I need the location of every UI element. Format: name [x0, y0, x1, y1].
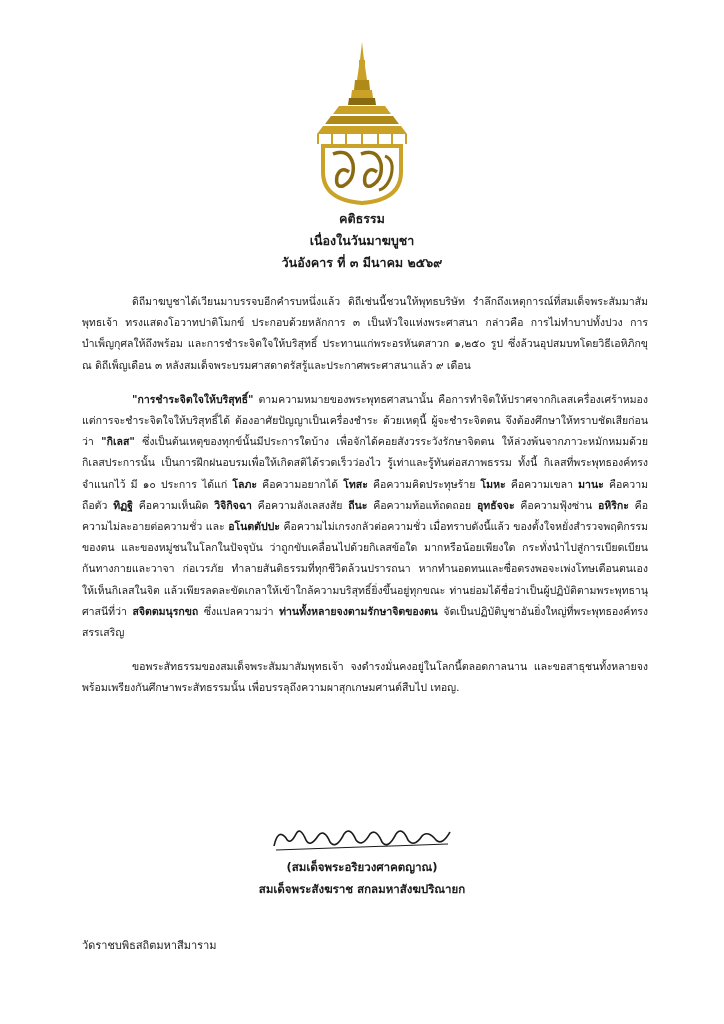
signature-block: [0, 820, 724, 900]
signature-icon: [262, 820, 462, 856]
royal-emblem-icon: [309, 40, 415, 205]
heading-date: วันอังคาร ที่ ๓ มีนาคม ๒๕๖๙: [281, 255, 443, 270]
signatory-name: (สมเด็จพระอริยวงศาคตญาณ): [286, 860, 438, 874]
paragraph-3: ขอพระสัทธรรมของสมเด็จพระสัมมาสัมพุทธเจ้า จงดำรงมั่นคงอยู่ในโลกนี้ตลอดกาลนาน และขอสาธุชนทั้งหลายจงพร้อมเพรียงกันศึกษาพระสัทธรรมนั้น เพื่อบรรลุถึงความผาสุกเกษมศานต์สืบไป เทอญ.: [82, 661, 648, 695]
signatory-title: สมเด็จพระสังฆราช สกลมหาสังฆปริณายก: [258, 882, 466, 896]
paragraph-2: "การชำระจิตใจให้บริสุทธิ์" ตามความหมายของพระพุทธศาสนานั้น คือการทำจิตให้ปราศจากกิเลสเครื่องเศร้าหมอง แต่การจะชำระจิตใจให้บริสุทธิ์ได้ ต้องอาศัยปัญญาเป็นเครื่องชำระ ด้วยเหตุนี้ ผู้จะชำระจิตตน จึงต้องศึกษาให้ทราบชัดเสียก่อนว่า "กิเลส" ซึ่งเป็นต้นเหตุของทุกข์นั้นมีประการใดบ้าง เพื่อจักได้คอยสังวรระวังรักษาจิตตน ให้ล่วงพ้นจากภาวะหมักหมมด้วยกิเลสประการนั้น เป็นการฝึกฝนอบรมเพื่อให้เกิดสติได้รวดเร็วว่องไว รู้เท่าและรู้ทันต่อสภาพธรรม ทั้งนี้ กิเลสที่พระพุทธองค์ทรงจำแนกไว้ มี ๑๐ ประการ ได้แก่ โลภะ คือความอยากได้ โทสะ คือความคิดประทุษร้าย โมหะ คือความเขลา มานะ คือความถือตัว ทิฏฐิ คือความเห็นผิด วิจิกิจฉา คือความลังเลสงสัย ถีนะ คือความท้อแท้ถดถอย อุทธัจจะ คือความฟุ้งซ่าน อหิริกะ คือความไม่ละอายต่อความชั่ว และ อโนตตัปปะ คือความไม่เกรงกลัวต่อความชั่ว เมื่อทราบดังนี้แล้ว ของตั้งใจหยั่งสำรวจพฤติกรรมของตน และของหมู่ชนในโลกในปัจจุบัน ว่าถูกขับเคลื่อนไปด้วยกิเลสข้อใด มากหรือน้อยเพียงใด กระทั่งนำไปสู่การเบียดเบียนกันทางกายและวาจา ก่อเวรภัย ทำลายสันติธรรมที่ทุกชีวิตล้วนปรารถนา หากทำนอดทนและซื่อตรงพอจะเพ่งโทษเตือนตนเอง ให้เห็นกิเลสในจิต แล้วเพียรลดละขัดเกลาให้เข้าใกล้ความบริสุทธิ์ยิ่งขึ้นอยู่ทุกขณะ ท่านย่อมได้ชื่อว่าเป็นผู้ปฏิบัติตามพระพุทธานุศาสนีที่ว่า สจิตตมนุรกขถ ซึ่งแปลความว่า ท่านทั้งหลายจงตามรักษาจิตของตน จัดเป็นปฏิบัติบูชาอันยิ่งใหญ่ที่พระพุทธองค์ทรงสรรเสริญ: [82, 393, 649, 640]
heading-title: คติธรรม: [339, 211, 385, 226]
footer-location: วัดราชบพิธสถิตมหาสีมาราม: [82, 939, 217, 952]
paragraph-1: ดิถีมาฆบูชาได้เวียนมาบรรจบอีกคำรบหนึ่งแล้ว ดิถีเช่นนี้ชวนให้พุทธบริษัท รำลึกถึงเหตุการณ์ที่สมเด็จพระสัมมาสัมพุทธเจ้า ทรงแสดงโอวาทปาติโมกข์ ประกอบด้วยหลักการ ๓ เป็นหัวใจแห่งพระศาสนา กล่าวคือ การไม่ทำบาปทั้งปวง การบำเพ็ญกุศลให้ถึงพร้อม และการชำระจิตใจให้บริสุทธิ์ ประทานแก่พระอรหันตสาวก ๑,๒๕๐ รูป ซึ่งล้วนอุปสมบทโดยวิธีเอหิภิกขุ ณ ดิถีเพ็ญเดือน ๓ หลังสมเด็จพระบรมศาสดาตรัสรู้และประกาศพระศาสนาแล้ว ๙ เดือน: [82, 296, 648, 372]
document-body: [82, 292, 648, 700]
heading-occasion: เนื่องในวันมาฆบูชา: [309, 233, 415, 248]
document-heading: [0, 208, 724, 274]
